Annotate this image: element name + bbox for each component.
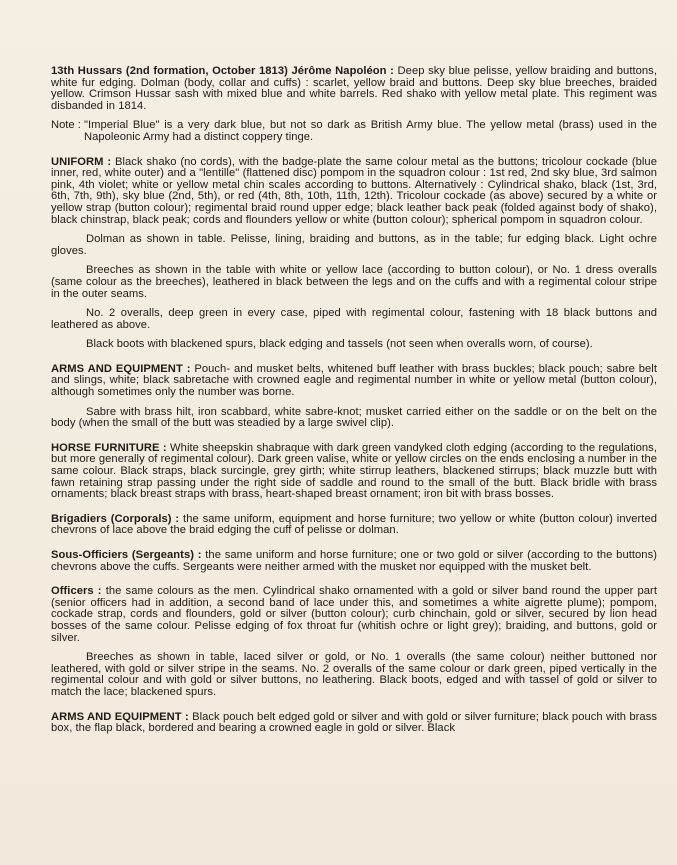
text-13th-hussars: Deep sky blue pelisse, yellow braiding and buttons, white fur edging. Dolman (body, collar and cuffs) : scarlet, yellow braid and buttons. Deep sky blue breeches, braided yellow. Crimson Hussar sash with mixed blue and white barrels. Red shako with yellow metal plate. This regiment was disbanded in 1814.: [51, 65, 657, 112]
note-text: "Imperial Blue" is a very dark blue, but not so dark as British Army blue. The yellow metal (brass) used in the Napoleonic Army had a distinct coppery tinge.: [83, 119, 657, 143]
paragraph-brigadiers: [51, 514, 657, 537]
heading-horse-furniture: HORSE FURNITURE :: [51, 441, 167, 454]
paragraph-arms-and-equipment: [51, 364, 657, 399]
paragraph-horse-furniture: [51, 443, 657, 501]
paragraph-boots: Black boots with blackened spurs, black edging and tassels (not seen when overalls worn, of course).: [86, 338, 593, 351]
heading-sous-officiers: Sous-Officiers (Sergeants) :: [51, 549, 202, 561]
heading-uniform: UNIFORM :: [51, 155, 112, 168]
paragraph-13th-hussars: [51, 66, 657, 112]
text-arms-and-equipment: Pouch- and musket belts, whitened buff leather with brass buckles; black pouch; sabre belt and slings, white; black sabretache with crowned eagle and regimental number in white or yellow metal (button colour), although sometimes only the number was borne.: [51, 362, 657, 399]
note-block: [51, 120, 657, 143]
heading-arms-and-equipment: ARMS AND EQUIPMENT :: [51, 362, 191, 375]
paragraph-uniform: [51, 157, 657, 227]
text-officers-arms: Black pouch belt edged gold or silver and with gold or silver furniture; black pouch with brass box, the flap black, bordered and bearing a crowned eagle in gold or silver. Black: [51, 710, 657, 735]
paragraph-breeches: Breeches as shown in the table with white or yellow lace (according to button colour), or No. 1 dress overalls (same colour as the breeches), leathered in black between the legs and on the cuffs and with a regimental colour stripe in the outer seams.: [51, 264, 657, 300]
text-officers: the same colours as the men. Cylindrical shako ornamented with a gold or silver band round the upper part (senior officers had in addition, a second band of lace under this, and sometimes a white aigrette plume); pompom, cockade strap, cords and flounders, gold or silver (button colour); curb chinchain, gold or silver, secured by lion head bosses of the same colour. Pelisse edging of fox throat fur (whitish ochre or light grey); braiding, and buttons, gold or silver.: [51, 585, 657, 644]
heading-brigadiers: Brigadiers (Corporals) :: [51, 512, 180, 525]
note-label: Note :: [51, 119, 84, 132]
text-uniform: Black shako (no cords), with the badge-plate the same colour metal as the buttons; tricolour cockade (blue inner, red, white outer) and a "lentille" (flattened disc) pompom in the squadron colour : 1st red, 2nd sky blue, 3rd salmon pink, 4th violet; white or yellow metal chin scales according to buttons. Alternatively : Cylindrical shako, black (1st, 3rd, 6th, 7th, 9th), sky blue (2nd, 5th), or red (4th, 8th, 10th, 11th, 12th). Tricolour cockade (as above) secured by a white or yellow strap (button colour); regimental braid round upper edge; black leather back peak (folded against body of shako), black chinstrap, black peak; cords and flounders yellow or white (button colour); spherical pompom in squadron colour.: [51, 155, 657, 226]
paragraph-sabre: Sabre with brass hilt, iron scabbard, white sabre-knot; musket carried either on the saddle or on the belt on the body (when the small of the butt was steadied by a large swivel clip).: [51, 405, 657, 430]
heading-officers-arms: ARMS AND EQUIPMENT :: [51, 710, 189, 723]
paragraph-dolman: Dolman as shown in table. Pelisse, lining, braiding and buttons, as in the table; fur edging black. Light ochre gloves.: [51, 233, 657, 257]
text-horse-furniture: White sheepskin shabraque with dark green vandyked cloth edging (according to the regulations, but more generally of regimental colour). Dark green valise, white or yellow circles on the ends enclosing a number in the same colour. Black straps, black surcingle, grey girth; white stirrup leathers, blackened stirrups; black muzzle butt with fawn retaining strap passing under the right side of saddle and round to the small of the butt. Black bridle with brass ornaments; black breast straps with brass, heart-shaped breast ornament; iron bit with brass bosses.: [51, 441, 657, 501]
paragraph-overalls: No. 2 overalls, deep green in every case, piped with regimental colour, fastening with 18 black buttons and leathered as above.: [51, 307, 657, 331]
heading-13th-hussars: 13th Hussars (2nd formation, October 1813) Jérôme Napoléon :: [51, 65, 394, 77]
text-sous-officiers: the same uniform and horse furniture; one or two gold or silver (according to the buttons) chevrons above the cuffs. Sergeants were neither armed with the musket nor equipped with the musket belt.: [51, 549, 657, 573]
paragraph-officers-breeches: Breeches as shown in table, laced silver or gold, or No. 1 overalls (the same colour) neither buttoned nor leathered, with gold or silver stripe in the seams. No. 2 overalls of the same colour or dark green, piped vertically in the regimental colour and with gold or silver buttons, no leathering. Black boots, edged and with tassel of gold or silver to match the lace; blackened spurs.: [51, 651, 657, 698]
paragraph-officers: [51, 586, 657, 644]
paragraph-sous-officiers: [51, 550, 657, 573]
heading-officers: Officers :: [51, 585, 102, 598]
paragraph-officers-arms: [51, 712, 657, 735]
text-brigadiers: the same uniform, equipment and horse furniture; two yellow or white (button colour) inverted chevrons of lace above the braid edging the cuff of pelisse or dolman.: [51, 512, 657, 537]
